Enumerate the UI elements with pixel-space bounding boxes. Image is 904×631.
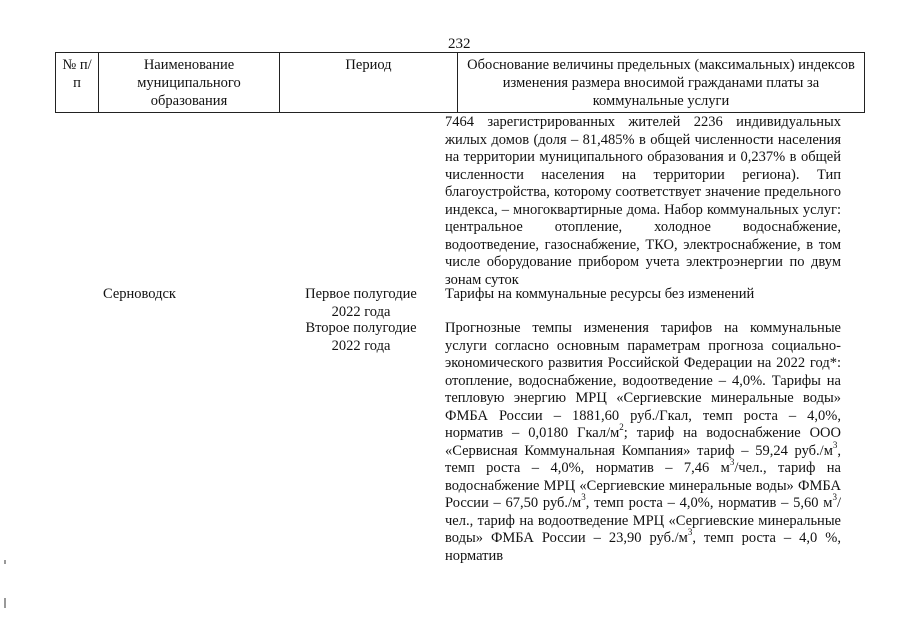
basis-text-part: ; тариф на водоснабжение ООО «Сервисная Коммунальная Компания» тариф – 59,24 руб./м [445, 425, 841, 459]
table-header [55, 52, 865, 113]
header-col-number: № п/п [56, 53, 99, 113]
basis-text-part: , темп роста – 4,0 %, норматив [445, 530, 841, 564]
continued-basis-text: 7464 зарегистрированных жителей 2236 индивидуальных жилых домов (доля – 81,485% в общей численности населения на территории муниципального образования и 0,237% в общей численности населения на территории региона). Тип благоустройства, которому соответствует значение предельного индекса, – многоквартирные дома. Набор коммунальных услуг: центральное отопление, холодное водоснабжение, водоотведение, газоснабжение, ТКО, электроснабжение, в том числе оборудование прибором учета электроэнергии по двум зонам суток [445, 114, 841, 288]
page-number: 232 [448, 36, 471, 52]
basis-text-part: , темп роста – 4,0%, норматив – 5,60 м [585, 495, 833, 511]
basis-text-part: , темп роста – 4,0%, норматив – 7,46 м [445, 442, 841, 476]
superscript: 3 [729, 457, 735, 468]
superscript: 3 [832, 492, 837, 503]
superscript: 3 [832, 439, 838, 450]
period-first-half: Первое полугодие 2022 года [305, 286, 417, 320]
superscript: 3 [687, 527, 693, 538]
scan-artifact [4, 598, 6, 608]
scan-artifact [4, 560, 6, 564]
header-col-period: Период [280, 53, 458, 113]
superscript: 2 [619, 422, 624, 433]
period-first-half-basis: Тарифы на коммунальные ресурсы без изменений [445, 286, 755, 302]
municipality-name: Серноводск [103, 286, 176, 302]
basis-text-part: /чел., тариф на водоснабжение МРЦ «Сергиевские минеральные воды» ФМБА России – 67,50 руб./м [445, 460, 841, 511]
header-col-municipality: Наименование муниципального образования [99, 53, 280, 113]
superscript: 3 [581, 492, 586, 503]
period-second-half: Второе полугодие 2022 года [305, 320, 417, 354]
header-col-basis: Обоснование величины предельных (максимальных) индексов изменения размера вносимой гражданами платы за коммунальные услуги [458, 53, 865, 113]
period-second-half-basis [445, 320, 841, 565]
basis-text-part: /чел., тариф на водоотведение МРЦ «Сергиевские минеральные воды» ФМБА России – 23,90 руб./м [445, 495, 841, 546]
basis-text-part: Прогнозные темпы изменения тарифов на коммунальные услуги согласно основным параметрам прогноза социально-экономического развития Российской Федерации на 2022 год*: отопление, водоснабжение, водоотведение – 4,0%. Тарифы на тепловую энергию МРЦ «Сергиевские минеральные воды» ФМБА России – 1881,60 руб./Гкал, темп роста – 4,0%, норматив – 0,0180 Гкал/м [445, 320, 841, 441]
